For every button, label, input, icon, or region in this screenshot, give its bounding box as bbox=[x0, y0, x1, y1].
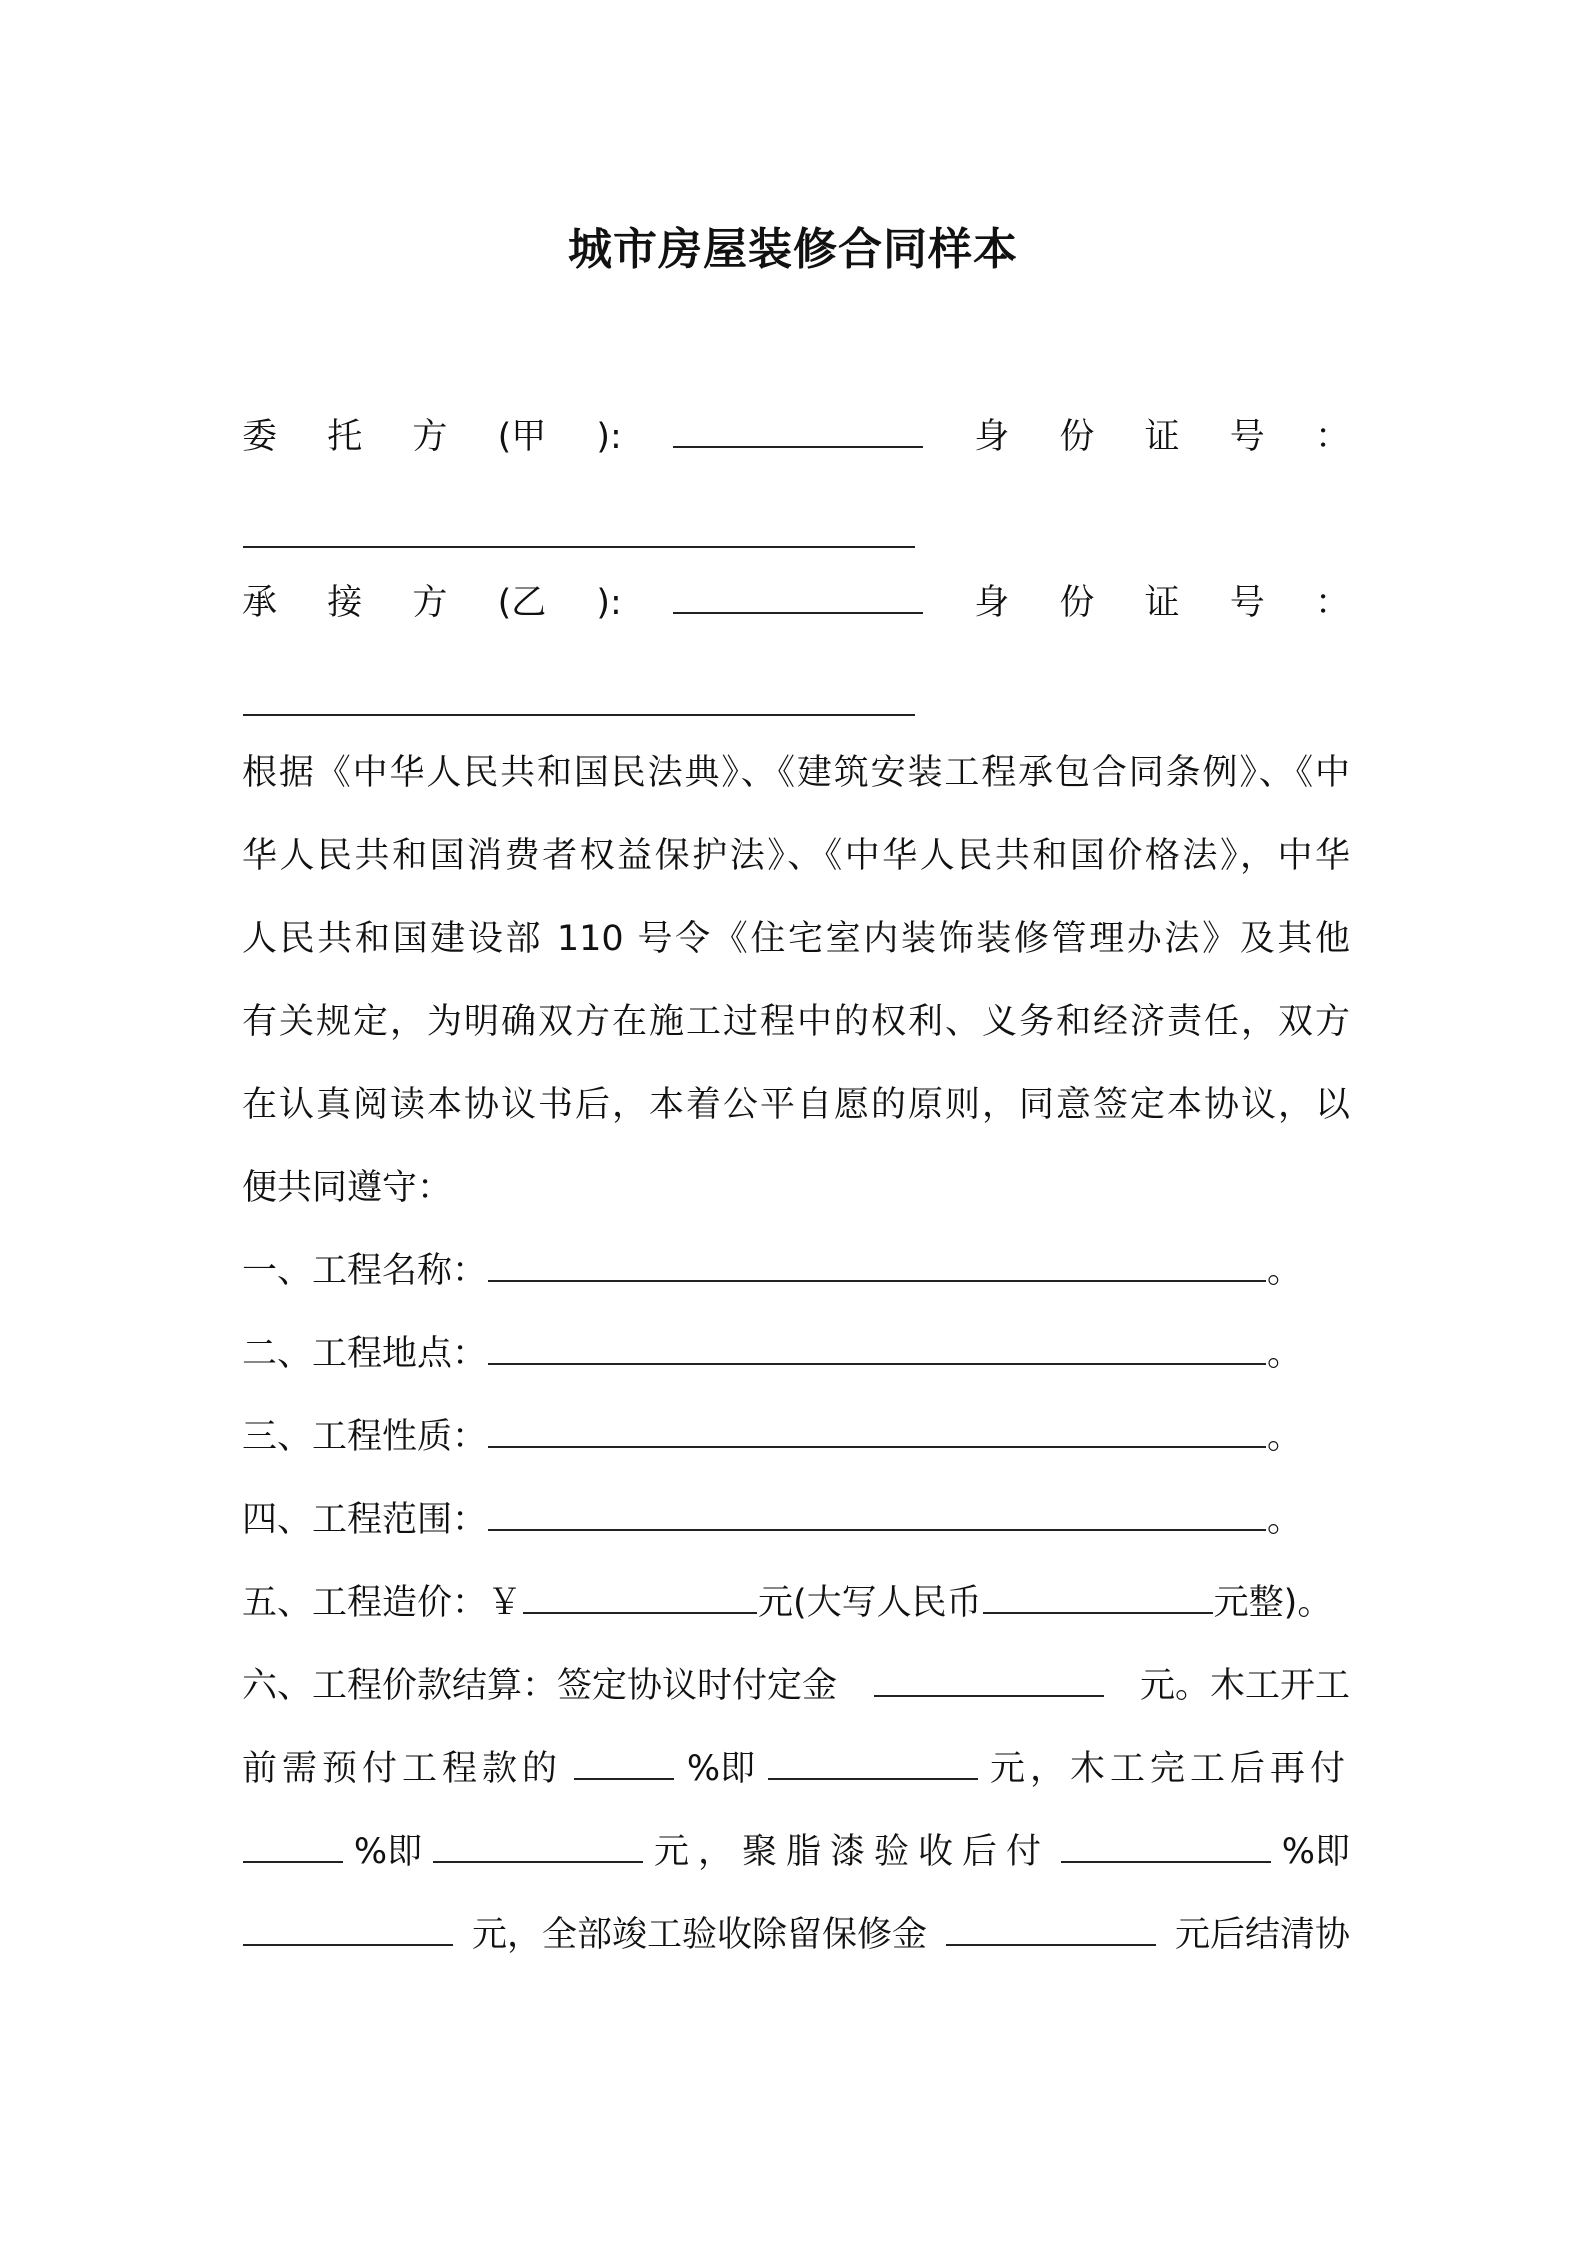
party-a-char: (甲 bbox=[497, 417, 547, 457]
project-cost-label: 五、工程造价：￥ bbox=[242, 1583, 523, 1623]
party-b-char: 承 bbox=[242, 583, 278, 623]
third-percent-blank[interactable] bbox=[1061, 1827, 1271, 1863]
party-a-line bbox=[242, 412, 1350, 462]
id-label-char: 身 bbox=[974, 417, 1010, 457]
party-a-id-blank[interactable] bbox=[243, 544, 915, 548]
settlement-text: %即 bbox=[353, 1832, 423, 1872]
third-amount-blank[interactable] bbox=[243, 1910, 453, 1946]
id-label-char: ： bbox=[1314, 417, 1350, 457]
second-percent-blank[interactable] bbox=[243, 1827, 343, 1863]
period: 。 bbox=[1267, 1417, 1303, 1457]
settlement-line-2 bbox=[242, 1744, 1350, 1794]
id-label-char: 号 bbox=[1229, 583, 1265, 623]
settlement-line-1 bbox=[242, 1661, 1350, 1711]
settlement-text: 元。木工开工 bbox=[1139, 1666, 1350, 1706]
project-nature-line bbox=[242, 1412, 1350, 1462]
project-nature-label: 三、工程性质： bbox=[242, 1417, 488, 1457]
project-nature-blank[interactable] bbox=[488, 1412, 1266, 1448]
intro-line: 华人民共和国消费者权益保护法》、《中华人民共和国价格法》，中华 bbox=[242, 836, 1350, 876]
intro-line: 在认真阅读本协议书后，本着公平自愿的原则，同意签定本协议，以 bbox=[242, 1085, 1350, 1125]
party-b-char: 方 bbox=[412, 583, 448, 623]
settlement-text: 元，木工完工后再付 bbox=[989, 1749, 1350, 1789]
settlement-text: 六、工程价款结算：签定协议时付定金 bbox=[242, 1666, 838, 1706]
id-label-char: ： bbox=[1314, 583, 1350, 623]
project-name-blank[interactable] bbox=[488, 1246, 1266, 1282]
warranty-blank[interactable] bbox=[946, 1910, 1156, 1946]
id-label-char: 份 bbox=[1059, 583, 1095, 623]
cost-uppercase-label: 元(大写人民币 bbox=[758, 1583, 982, 1623]
intro-line: 便共同遵守： bbox=[242, 1168, 453, 1208]
party-b-char: 接 bbox=[327, 583, 363, 623]
project-scope-blank[interactable] bbox=[488, 1495, 1266, 1531]
period: 。 bbox=[1267, 1334, 1303, 1374]
intro-line: 根据《中华人民共和国民法典》、《建筑安装工程承包合同条例》、《中 bbox=[242, 753, 1350, 793]
project-scope-line bbox=[242, 1495, 1350, 1545]
period: 。 bbox=[1267, 1500, 1303, 1540]
document-title: 城市房屋装修合同样本 bbox=[568, 224, 1018, 275]
prepay-amount-blank[interactable] bbox=[768, 1744, 978, 1780]
cost-amount-blank[interactable] bbox=[523, 1578, 757, 1614]
project-scope-label: 四、工程范围： bbox=[242, 1500, 488, 1540]
id-label-char: 号 bbox=[1229, 417, 1265, 457]
settlement-text: 元，聚脂漆验收后付 bbox=[653, 1832, 1050, 1872]
party-a-char: ): bbox=[596, 417, 622, 457]
settlement-line-3 bbox=[242, 1827, 1350, 1877]
intro-line: 有关规定，为明确双方在施工过程中的权利、义务和经济责任，双方 bbox=[242, 1002, 1350, 1042]
second-amount-blank[interactable] bbox=[433, 1827, 643, 1863]
settlement-text: %即 bbox=[1281, 1832, 1350, 1872]
prepay-percent-blank[interactable] bbox=[574, 1744, 674, 1780]
settlement-line-4 bbox=[242, 1910, 1350, 1960]
project-location-blank[interactable] bbox=[488, 1329, 1266, 1365]
settlement-text: %即 bbox=[686, 1749, 756, 1789]
party-a-char: 托 bbox=[327, 417, 363, 457]
party-a-char: 方 bbox=[412, 417, 448, 457]
id-label-char: 证 bbox=[1144, 583, 1180, 623]
intro-line: 人民共和国建设部 110 号令《住宅室内装饰装修管理办法》及其他 bbox=[242, 919, 1350, 959]
deposit-blank[interactable] bbox=[874, 1661, 1104, 1697]
settlement-text: 前需预付工程款的 bbox=[242, 1749, 563, 1789]
party-b-char: (乙 bbox=[497, 583, 547, 623]
party-b-name-blank[interactable] bbox=[673, 578, 923, 614]
project-name-label: 一、工程名称： bbox=[242, 1251, 488, 1291]
cost-uppercase-blank[interactable] bbox=[983, 1578, 1213, 1614]
party-b-id-blank[interactable] bbox=[243, 712, 915, 716]
party-b-line bbox=[242, 578, 1350, 628]
project-name-line bbox=[242, 1246, 1350, 1296]
project-location-line bbox=[242, 1329, 1350, 1379]
id-label-char: 份 bbox=[1059, 417, 1095, 457]
settlement-text: 元，全部竣工验收除留保修金 bbox=[471, 1915, 927, 1955]
project-cost-line bbox=[242, 1578, 1350, 1628]
settlement-text: 元后结清协 bbox=[1174, 1915, 1350, 1955]
id-label-char: 身 bbox=[974, 583, 1010, 623]
party-b-char: ): bbox=[596, 583, 622, 623]
id-label-char: 证 bbox=[1144, 417, 1180, 457]
party-a-name-blank[interactable] bbox=[673, 412, 923, 448]
cost-end-label: 元整)。 bbox=[1213, 1583, 1333, 1623]
period: 。 bbox=[1267, 1251, 1303, 1291]
project-location-label: 二、工程地点： bbox=[242, 1334, 488, 1374]
party-a-char: 委 bbox=[242, 417, 278, 457]
